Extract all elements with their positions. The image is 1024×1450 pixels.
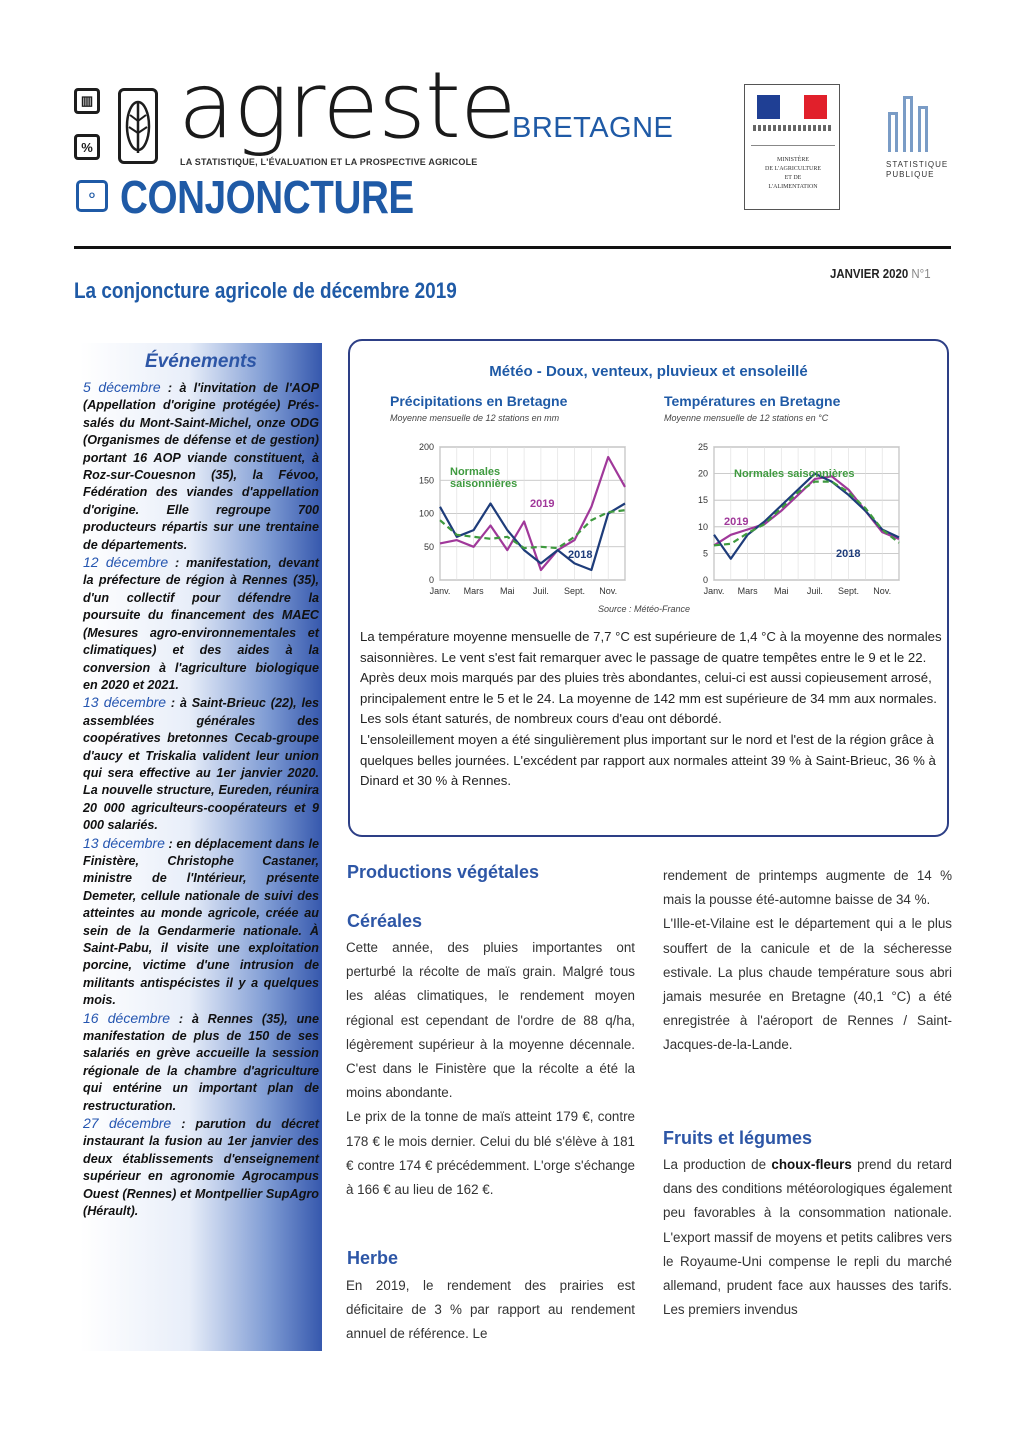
event-text: : à Rennes (35), une manifestation de plus de 150 de ses salariés en grève accueille la session régionale de la chambre d'agriculture qui entérine un important plan de restructuration. <box>83 1011 319 1113</box>
x-tick-label: Mai <box>500 586 515 596</box>
y-tick-label: 200 <box>418 442 434 452</box>
chart-precip-title: Précipitations en Bretagne <box>390 393 568 409</box>
y-tick-label: 5 <box>702 548 708 559</box>
event-date: 13 décembre <box>83 834 165 851</box>
meteo-paragraph: L'ensoleillement moyen a été singulièrement plus important sur le nord et l'est de la région grâce à quelques belles journées. L'excédent par rapport aux normales atteint 39 % à Saint-Brieuc, 36 % à Dinard et 30 % à Rennes. <box>360 731 936 789</box>
herbe-paragraph-continued: rendement de printemps augmente de 14 % mais la pousse été-automne baisse de 34 %. <box>663 868 952 908</box>
x-tick-label: Mai <box>774 586 789 596</box>
x-tick-label: Janv. <box>703 586 725 596</box>
temperature-chart <box>664 435 904 605</box>
ssp-bars-icon <box>888 96 932 152</box>
section-title-cereales: Céréales <box>347 911 423 931</box>
events-list <box>83 379 319 1221</box>
right-column-text <box>663 864 952 1058</box>
event-item <box>83 1010 319 1115</box>
series-annotation: 2019 <box>724 516 749 528</box>
cereales-text <box>346 936 635 1202</box>
issue-date: JANVIER 2020 <box>830 266 909 281</box>
series-annotation: saisonnières <box>450 478 518 490</box>
section-title-herbe: Herbe <box>347 1248 399 1268</box>
y-tick-label: 0 <box>702 575 708 585</box>
page-title: La conjoncture agricole de décembre 2019 <box>74 278 457 303</box>
precipitation-chart <box>390 435 630 605</box>
events-heading: Événements <box>145 351 257 372</box>
ssp-line-2: PUBLIQUE <box>886 170 935 180</box>
event-item <box>83 835 319 1010</box>
meteo-text <box>360 627 946 792</box>
series-annotation: Normales <box>450 466 501 478</box>
x-tick-label: Juil. <box>806 586 823 596</box>
fruits-product: choux-fleurs <box>771 1157 852 1172</box>
x-tick-label: Sept. <box>838 586 860 596</box>
event-date: 13 décembre <box>83 694 167 711</box>
french-flag-icon <box>757 95 827 119</box>
y-tick-label: 0 <box>428 575 434 585</box>
y-tick-label: 15 <box>697 495 708 506</box>
y-tick-label: 10 <box>697 521 708 532</box>
event-item <box>83 379 319 554</box>
section-title-productions: Productions végétales <box>347 862 540 882</box>
event-date: 27 décembre <box>83 1115 172 1132</box>
canicule-paragraph: L'Ille-et-Vilaine est le département qui a le plus souffert de la canicule et de la sécheresse estivale. La plus chaude température sous abri jamais mesurée en Bretagne (40,1 °C) a été enregistrée à l'aéroport de Rennes / Saint-Jacques-de-la-Lande. <box>663 916 952 1053</box>
meteo-paragraph: Après deux mois marqués par des pluies très abondantes, celui-ci est aussi copieusement arrosé, principalement entre le 5 et le 24. La moyenne de 142 mm est supérieure de 34 mm aux normales. Les sols étant saturés, de nombreux cours d'eau ont débordé. <box>360 670 937 727</box>
series-annotation: Normales saisonnières <box>734 468 855 480</box>
x-tick-label: Juil. <box>532 586 549 596</box>
event-text: : manifestation, devant la préfecture de région à Rennes (35), d'un collectif pour défendre la poursuite du financement des MAEC (Mesures agro-environnementales et climatiques) et des aides à la conversion à l'agriculture biologique en 2020 et 2021. <box>83 556 319 692</box>
herbe-text <box>346 1274 635 1347</box>
series-annotation: 2018 <box>836 548 861 560</box>
ssp-line-1: STATISTIQUE <box>886 160 949 169</box>
statistique-publique-logo <box>886 96 949 196</box>
bar-chart-icon: ▥ <box>74 88 100 114</box>
ministry-logo <box>744 84 840 210</box>
herbe-paragraph: En 2019, le rendement des prairies est déficitaire de 3 % par rapport au rendement annuel de référence. Le <box>346 1278 635 1342</box>
chart-temp-subtitle: Moyenne mensuelle de 12 stations en °C <box>664 413 829 423</box>
section-title-fruits: Fruits et légumes <box>663 1128 813 1148</box>
event-item <box>83 694 319 834</box>
fruits-paragraph: La production de choux-fleurs prend du retard dans des conditions météorologiques également peu favorables à la consommation nationale. L'export massif de moyens et petits calibres vers le Royaume-Uni compense le repli du marché allemand, prudent face aux hausses des tarifs. Les premiers invendus <box>663 1157 952 1318</box>
series-annotation: 2018 <box>568 549 593 561</box>
x-tick-label: Mars <box>737 586 758 596</box>
x-tick-label: Nov. <box>599 586 618 596</box>
plot-area <box>714 447 899 580</box>
meteo-title: Météo - Doux, venteux, pluvieux et ensoleillé <box>489 363 808 380</box>
event-item <box>83 554 319 694</box>
event-date: 5 décembre <box>83 379 161 395</box>
header-rule <box>74 246 951 249</box>
x-tick-label: Sept. <box>564 586 586 596</box>
meteo-paragraph: La température moyenne mensuelle de 7,7 °C est supérieure de 1,4 °C à la moyenne des normales saisonnières. Le vent s'est fait remarquer avec le passage de quatre tempêtes entre le 9 et le 22. <box>360 629 942 665</box>
chart-source: Source : Météo-France <box>598 604 691 614</box>
ministry-line-4: L'ALIMENTATION <box>768 184 818 190</box>
chart-temp-title: Températures en Bretagne <box>664 393 841 409</box>
y-tick-label: 25 <box>697 442 708 452</box>
series-annotation: 2019 <box>530 498 555 510</box>
ministry-line-1: MINISTÈRE <box>777 157 809 163</box>
brand-tagline: LA STATISTIQUE, L'ÉVALUATION ET LA PROSPECTIVE AGRICOLE <box>180 157 478 167</box>
events-sidebar <box>80 343 322 1351</box>
event-date: 12 décembre <box>83 554 169 571</box>
event-text: : en déplacement dans le Finistère, Christophe Castaner, ministre de l'Intérieur, présente Demeter, cellule nationale de suivi des atteintes au monde agricole, créée au sein de la Gendarmerie nationale. À Saint-Pabu, il visite une exploitation porcine, victime d'une intrusion de militants antispécistes il y a quelques mois. <box>83 836 319 1008</box>
cereales-paragraph: Cette année, des pluies importantes ont perturbé la récolte de maïs grain. Malgré tous les aléas climatiques, le rendement moyen régional est cependant de l'ordre de 88 q/ha, légèrement supérieur à la moyenne décennale. C'est dans le Finistère que la récolte a été la moins abondante. <box>346 940 635 1101</box>
x-tick-label: Mars <box>463 586 484 596</box>
network-icon: ⚬ <box>76 180 108 212</box>
issue-info <box>830 266 931 281</box>
ministry-line-2: DE L'AGRICULTURE <box>764 166 822 172</box>
chart-precip-subtitle: Moyenne mensuelle de 12 stations en mm <box>390 413 560 423</box>
y-tick-label: 150 <box>418 475 434 486</box>
event-item <box>83 1115 319 1220</box>
issue-number: N°1 <box>911 266 931 281</box>
brand-name: agreste <box>178 52 516 159</box>
region-name: BRETAGNE <box>512 112 674 144</box>
x-tick-label: Janv. <box>429 586 451 596</box>
y-tick-label: 100 <box>418 508 434 519</box>
event-text: : à l'invitation de l'AOP (Appellation d'origine protégée) Prés-salés du Mont-Saint-Michel, onze ODG (Organismes de défense et de gestion) portant 16 AOP viande constituent, à Roz-sur-Couesnon (35), la Févoo, Fédération des viandes d'appellation d'origine. Elle regroupe 700 producteurs répartis sur une trentaine de départements. <box>83 381 319 552</box>
series-name: CONJONCTURE <box>120 171 414 223</box>
percent-icon: % <box>74 134 100 160</box>
meteo-box <box>348 339 949 837</box>
y-tick-label: 50 <box>423 541 434 552</box>
event-text: : parution du décret instaurant la fusion au 1er janvier des deux établissements d'enseignement supérieur en agronomie Agrocampus Ouest (Rennes) et Montpellier SupAgro (Hérault). <box>83 1117 320 1219</box>
event-text: : à Saint-Brieuc (22), les assemblées générales des coopératives bretonnes Cecab-groupe d'aucy et Triskalia valident leur union qui sera effective au 1er janvier 2020. La nouvelle structure, Eureden, réunira 20 000 agriculteurs-coopérateurs et 9 000 salariés. <box>83 696 320 833</box>
leaf-icon <box>118 88 158 164</box>
event-date: 16 décembre <box>83 1009 171 1026</box>
x-tick-label: Nov. <box>873 586 892 596</box>
fruits-text <box>663 1153 952 1322</box>
ministry-line-3: ET DE <box>784 175 802 181</box>
agreste-logo-icons <box>74 88 164 168</box>
y-tick-label: 20 <box>697 468 708 479</box>
cereales-paragraph: Le prix de la tonne de maïs atteint 179 €, contre 178 € le mois dernier. Celui du blé s'élève à 181 € contre 174 € précédemment. L'orge s'échange à 166 € au lieu de 162 €. <box>346 1109 635 1198</box>
